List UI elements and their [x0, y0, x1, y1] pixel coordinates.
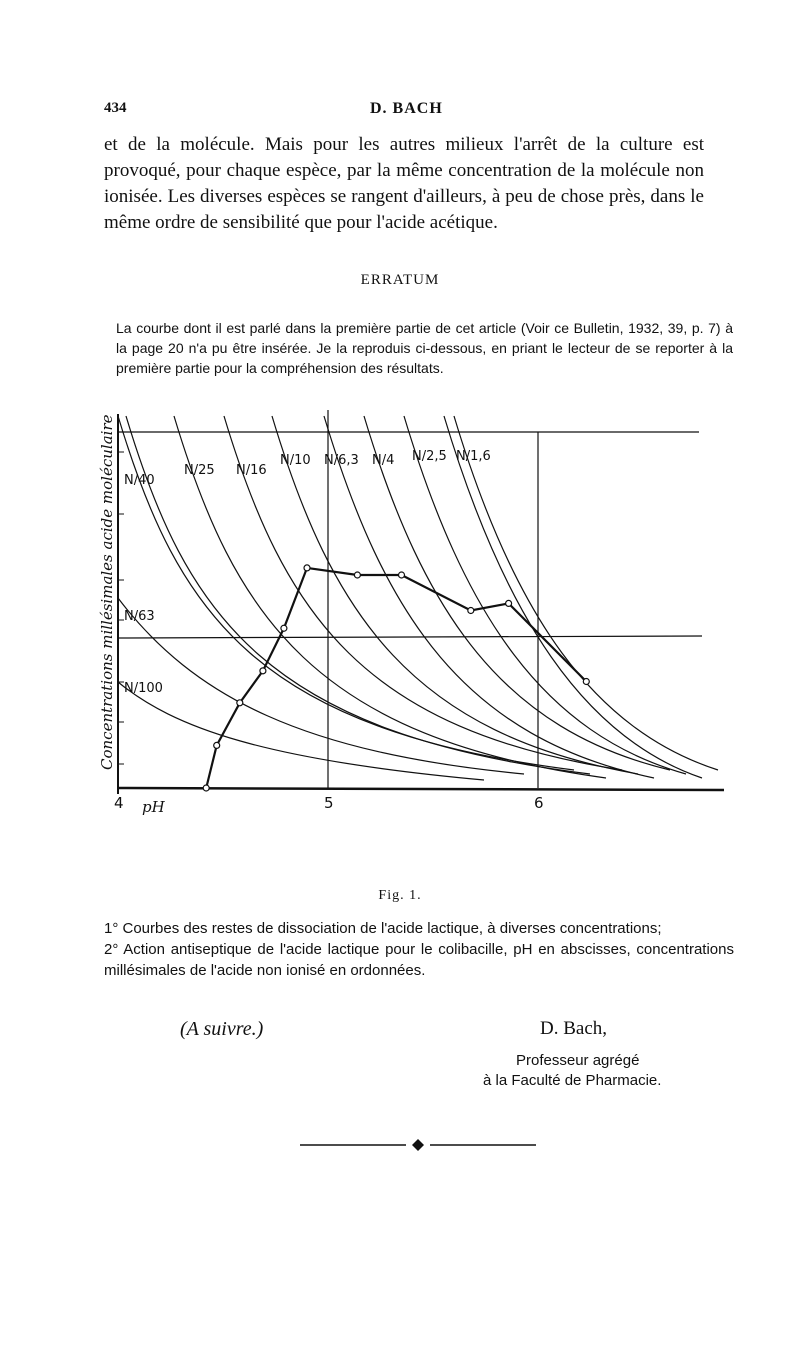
chart-svg [98, 408, 728, 838]
action-point [506, 600, 512, 606]
curve-label: N/25 [184, 463, 215, 478]
dissociation-curve [118, 598, 524, 774]
figure-note-2: 2° Action antiseptique de l'acide lactique pour le colibacille, pH en abscisses, concentrations millésimales de l'acide non ionisé en ordonnées. [104, 941, 734, 979]
action-point [237, 700, 243, 706]
signature-title: Professeur agrégé [516, 1052, 640, 1069]
action-point [281, 625, 287, 631]
figure-notes [104, 918, 734, 981]
section-divider [300, 1138, 536, 1150]
action-point [354, 572, 360, 578]
page-number: 434 [104, 100, 127, 116]
action-point [399, 572, 405, 578]
signature-name: D. Bach, [540, 1018, 608, 1039]
x-tick-label: 6 [534, 794, 544, 812]
erratum-text [116, 318, 733, 378]
body-text [104, 132, 704, 236]
x-axis-label: pH [142, 798, 165, 816]
dissociation-curve [272, 416, 638, 774]
x-tick-label: 4 [114, 794, 124, 812]
body-paragraph: et de la molécule. Mais pour les autres milieux l'arrêt de la culture est provoqué, pour chaque espèce, par la même concentration de la molécule non ionisée. Les diverses espèces se rangent d'ailleurs, à peu de chose près, dans le même ordre de sensibilité que pour l'acide acétique. [104, 134, 704, 233]
action-point [468, 608, 474, 614]
curve-label: N/100 [124, 681, 163, 696]
dissociation-curve [118, 682, 484, 780]
figure-note-1: 1° Courbes des restes de dissociation de l'acide lactique, à diverses concentrations; [104, 920, 662, 937]
curve-label: N/2,5 [412, 449, 447, 464]
figure-caption: Fig. 1. [378, 888, 422, 903]
y-axis-label: Concentrations millésimales acide moléculaire [98, 414, 116, 770]
curve-label: N/10 [280, 453, 311, 468]
action-point [583, 679, 589, 685]
curve-label: N/63 [124, 609, 155, 624]
erratum-title: ERRATUM [360, 272, 440, 288]
dissociation-curve [364, 416, 670, 770]
gridline-mid [118, 636, 702, 638]
dissociation-curve [224, 416, 622, 770]
x-tick-label: 5 [324, 794, 334, 812]
curve-label: N/16 [236, 463, 267, 478]
action-point [260, 668, 266, 674]
erratum-paragraph: La courbe dont il est parlé dans la première partie de cet article (Voir ce Bulletin, 1932, 39, p. 7) à la page 20 n'a pu être insérée. Je la reproduis ci-dessous, en priant le lecteur de se reporter à la première partie pour la compréhension des résultats. [116, 320, 733, 376]
curve-label: N/6,3 [324, 453, 359, 468]
figure-chart [98, 408, 728, 838]
dissociation-curve [454, 416, 718, 770]
curve-label: N/4 [372, 453, 395, 468]
diamond-ornament-icon [412, 1139, 424, 1151]
a-suivre: (A suivre.) [180, 1018, 264, 1040]
curve-label: N/1,6 [456, 449, 491, 464]
curve-label: N/40 [124, 473, 155, 488]
action-point [203, 785, 209, 791]
action-point [304, 565, 310, 571]
running-header-author: D. BACH [370, 100, 443, 117]
action-point [214, 742, 220, 748]
signature-affiliation: à la Faculté de Pharmacie. [483, 1072, 662, 1089]
